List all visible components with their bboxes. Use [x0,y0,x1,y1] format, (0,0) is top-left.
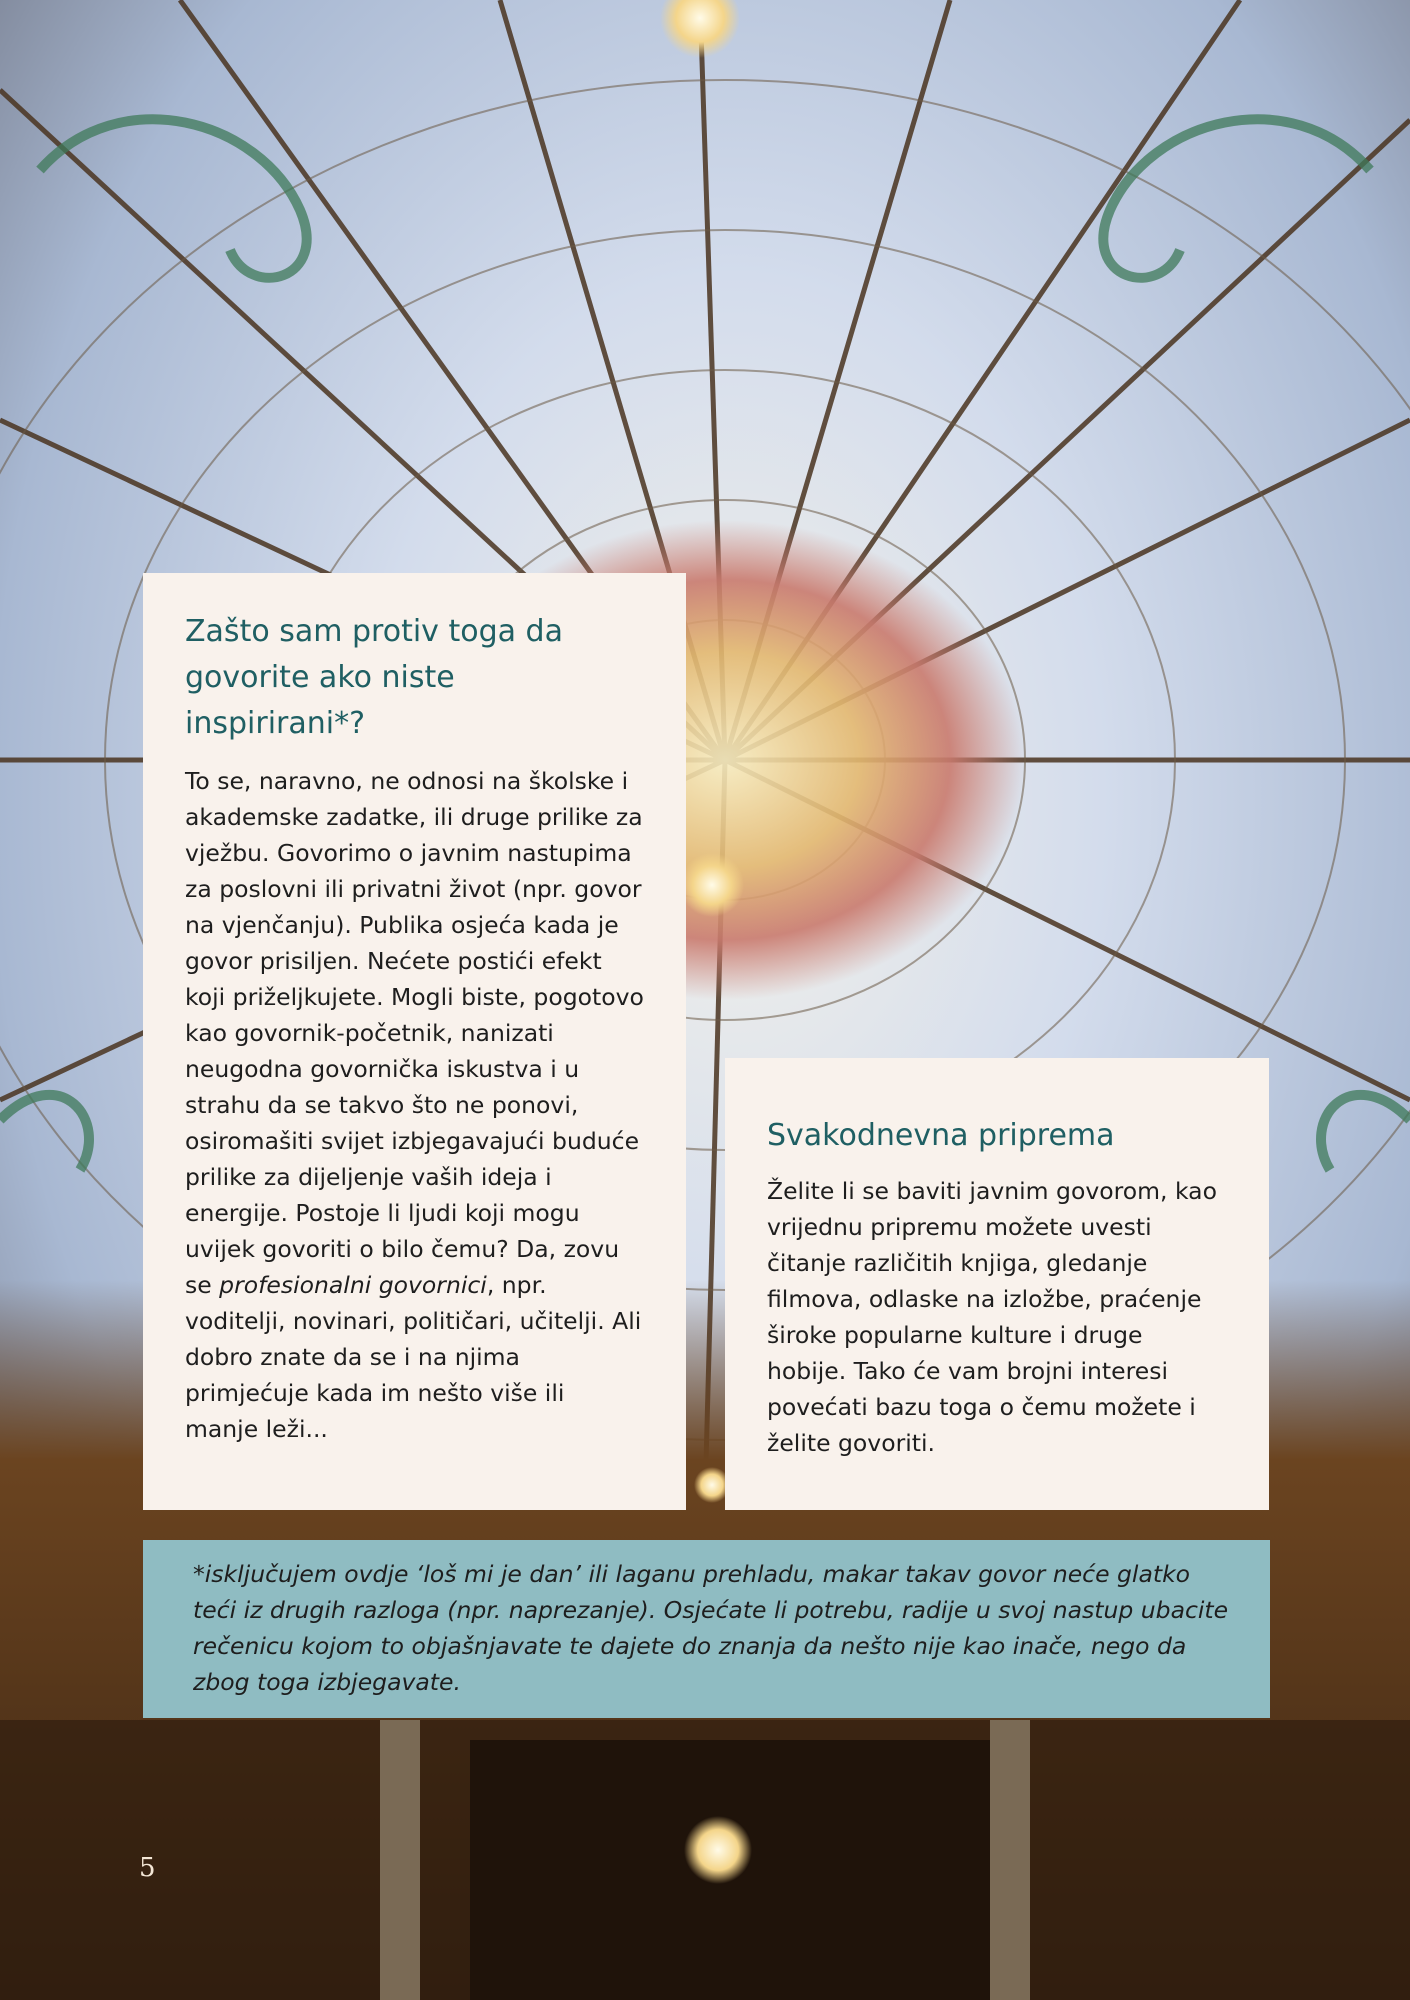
section-body-inspiration [185,763,644,1447]
footnote-text: *isključujem ovdje ‘loš mi je dan’ ili laganu prehladu, makar takav govor neće glatko teći iz drugih razloga (npr. naprezanje). Osjećate li potrebu, radije u svoj nastup ubacite rečenicu kojom to objašnjavate te dajete do znanja da nešto nije kao inače, nego da zbog toga izbjegavate. [193,1560,1229,1696]
page-number: 5 [139,1853,156,1883]
section-heading-daily-prep: Svakodnevna priprema [767,1118,1115,1153]
left-text-card [143,573,686,1510]
body-text-part1: To se, naravno, ne odnosi na školske i akademske zadatke, ili druge prilike za vježbu. Govorimo o javnim nastupima za poslovni ili privatni život (npr. govor na vjenčanju). Publika osjeća kada je govor prisiljen. Nećete postići efekt koji priželjkujete. Mogli biste, pogotovo kao govornik-početnik, nanizati neugodna govornička iskustva i u strahu da se takvo što ne ponovi, osiromašiti svijet izbjegavajući buduće prilike za dijeljenje vaših ideja i energije. Postoje li ljudi koji mogu uvijek govoriti o bilo čemu? Da, zovu se [185,767,644,1299]
body-text-part2: , npr. voditelji, novinari, političari, učitelji. Ali dobro znate da se i na njima primjećuje kada im nešto više ili manje leži... [185,1271,642,1443]
section-body-daily-prep: Želite li se baviti javnim govorom, kao vrijednu pripremu možete uvesti čitanje različitih knjiga, gledanje filmova, odlaske na izložbe, praćenje široke popularne kulture i druge hobije. Tako će vam brojni interesi povećati bazu toga o čemu možete i želite govoriti. [767,1177,1217,1457]
section-heading-inspiration: Zašto sam protiv toga da govorite ako niste inspirirani*? [185,614,563,741]
right-text-card [725,1058,1269,1510]
body-text-emphasis: profesionalni govornici [219,1271,487,1299]
footnote-box [143,1540,1270,1718]
